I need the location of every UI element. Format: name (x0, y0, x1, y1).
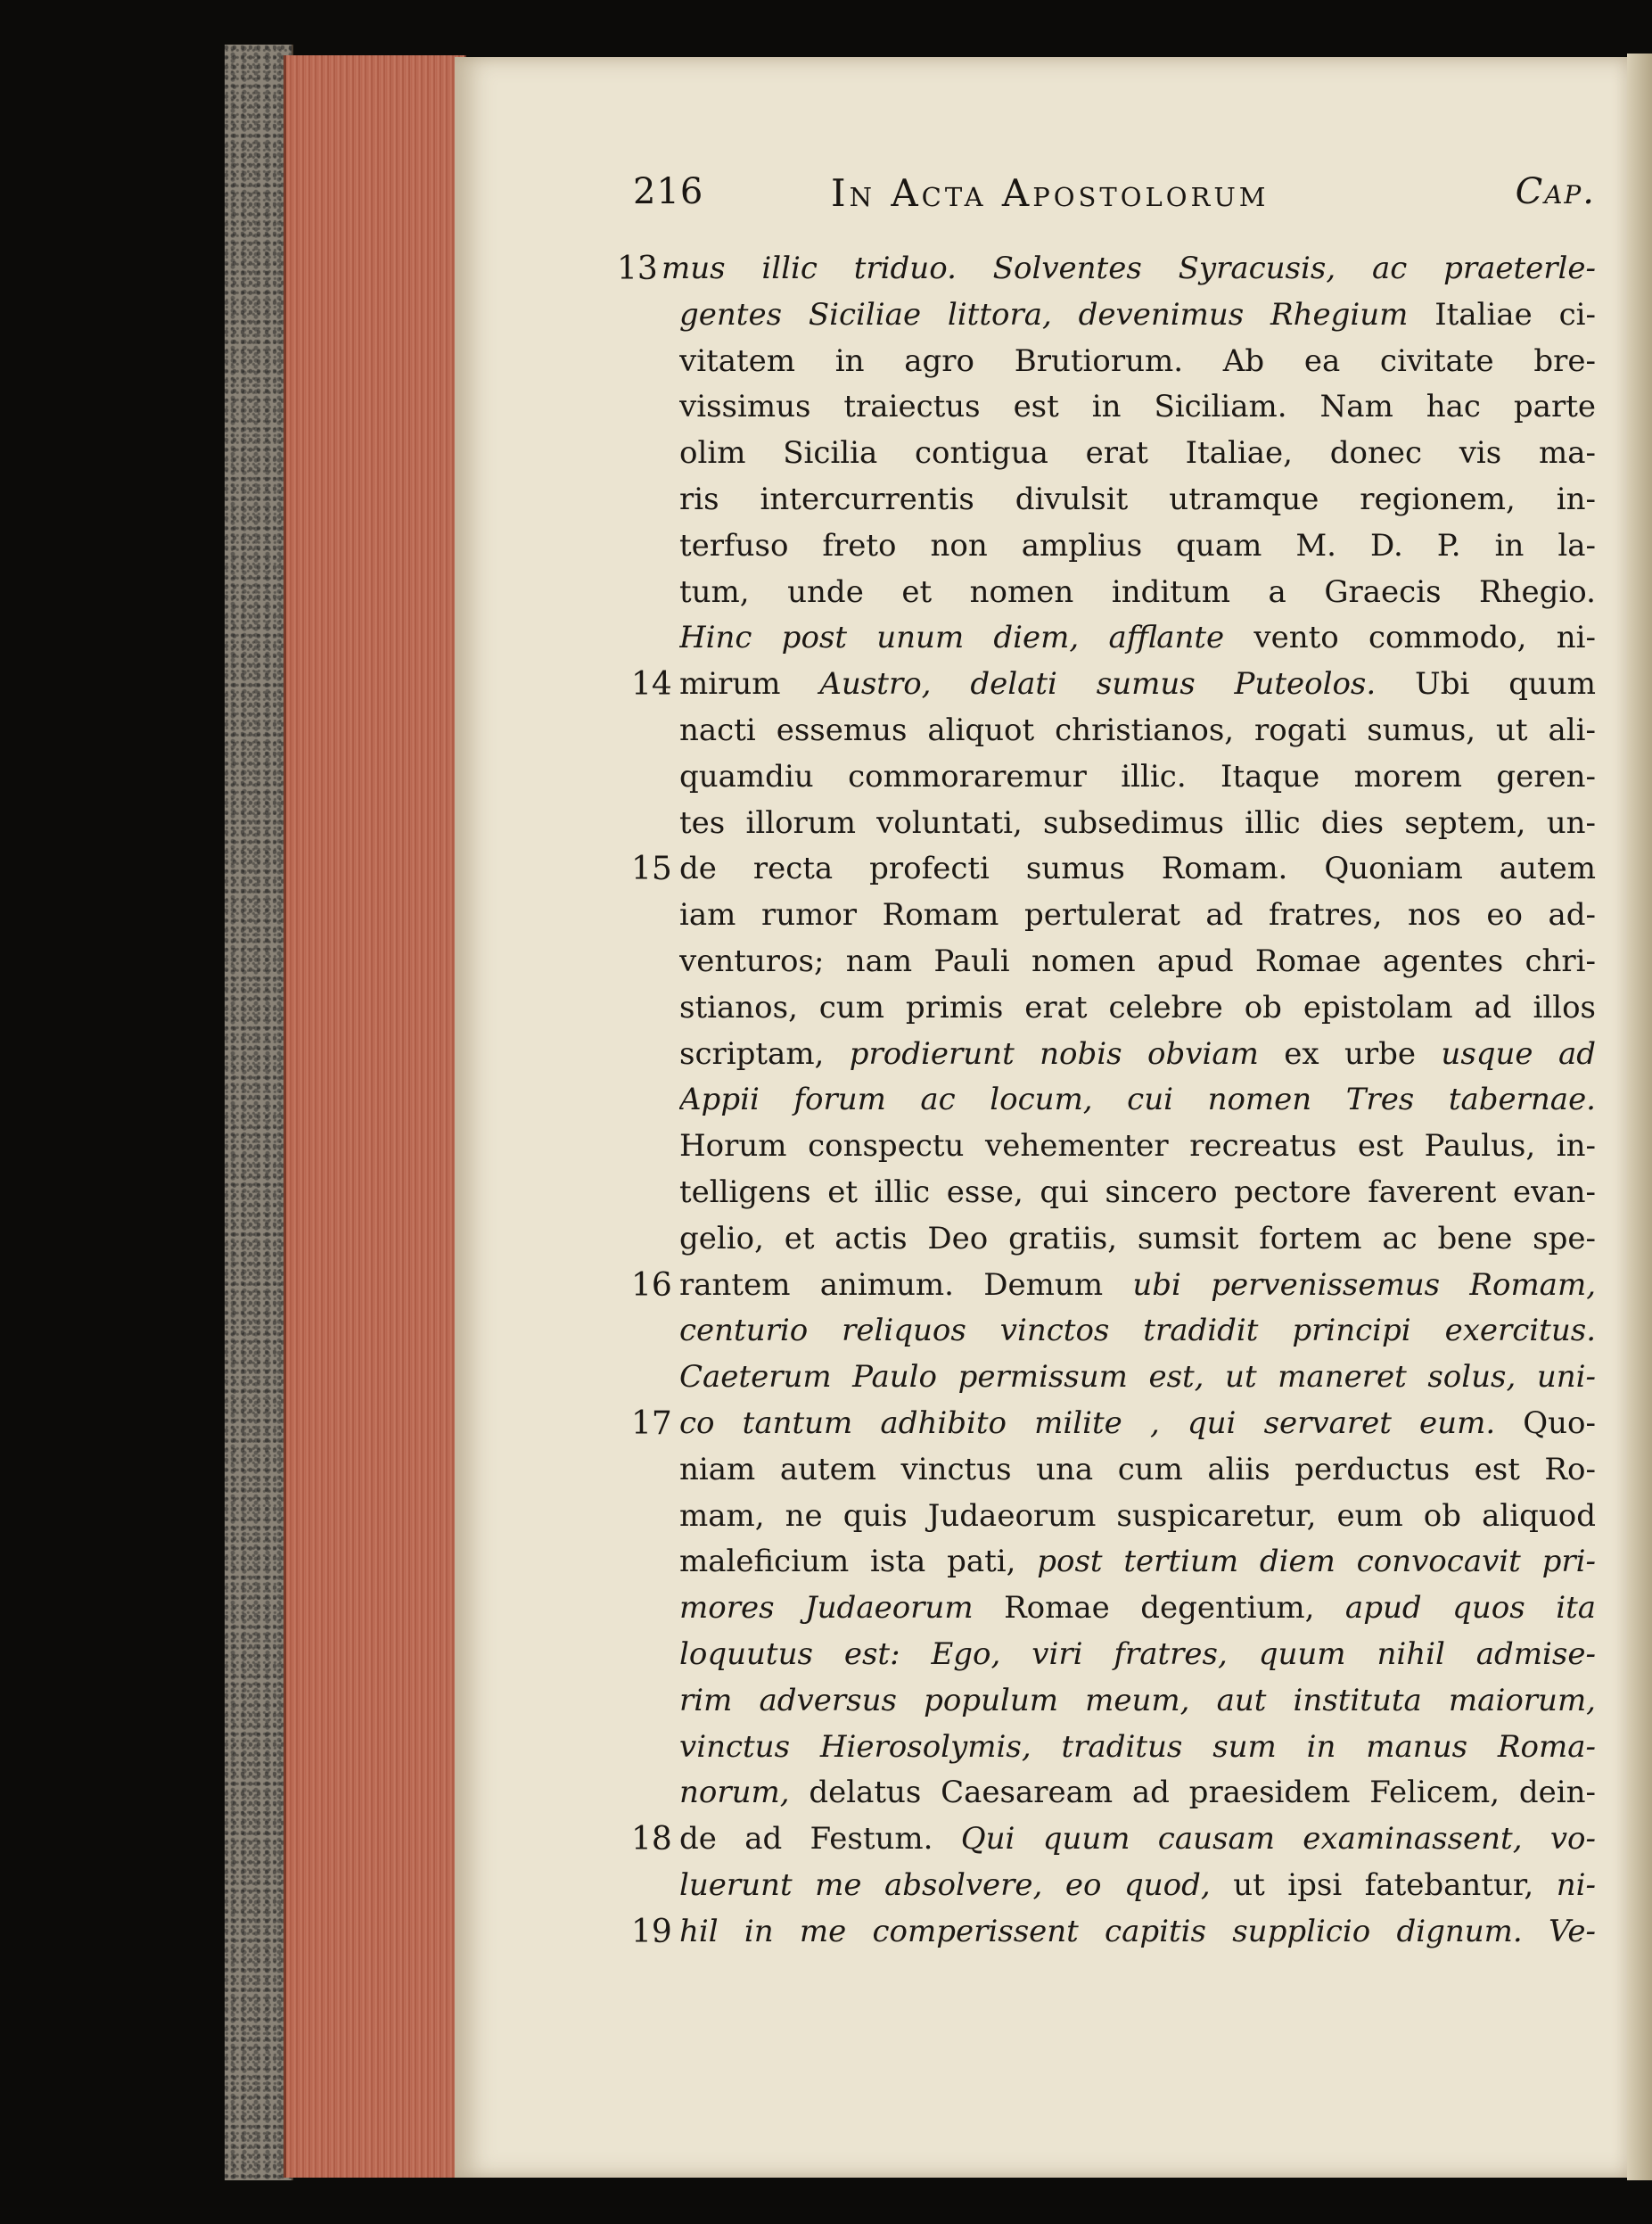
line-text (679, 292, 1596, 339)
text-line (455, 1678, 1627, 1725)
roman-segment: ex urbe (1284, 1035, 1442, 1072)
italic-segment: vinctus Hierosolymis, traditus sum in manus Roma- (679, 1728, 1596, 1765)
line-text (679, 846, 1596, 893)
line-text (679, 477, 1596, 523)
line-text (679, 1770, 1596, 1816)
roman-segment: mirum (679, 666, 820, 703)
roman-segment: maleficium ista pati, (679, 1544, 1038, 1580)
line-text (679, 615, 1596, 662)
verse-number: 14 (631, 666, 672, 704)
roman-segment: venturos; nam Pauli nomen apud Romae agentes chri- (679, 943, 1596, 979)
text-line (455, 1725, 1627, 1771)
line-text (679, 939, 1596, 985)
line-text (679, 523, 1596, 570)
line-text (679, 1678, 1596, 1725)
line-text (679, 754, 1596, 801)
text-line (455, 1586, 1627, 1632)
italic-segment: ubi pervenissemus Romam, (1132, 1266, 1596, 1303)
text-line (455, 662, 1627, 708)
text-line (455, 1909, 1627, 1956)
text-line (455, 1401, 1627, 1447)
roman-segment: tes illorum voluntati, subsedimus illic dies septem, un- (679, 804, 1596, 841)
verse-number: 13 (617, 251, 658, 287)
running-head (633, 171, 1596, 225)
italic-segment: Hinc post unum diem, afflante (679, 620, 1254, 656)
line-text (679, 801, 1596, 847)
line-text (679, 1263, 1596, 1309)
chapter-label: Cap. (1515, 171, 1596, 212)
verse-number: 17 (631, 1404, 672, 1442)
text-line (455, 1124, 1627, 1170)
line-text (679, 384, 1596, 431)
text-line (455, 1447, 1627, 1494)
text-line (455, 1863, 1627, 1909)
text-line (455, 754, 1627, 801)
roman-segment: Italiae ci- (1434, 296, 1596, 333)
text-line (455, 246, 1627, 292)
roman-segment: vissimus traiectus est in Siciliam. Nam hac parte (679, 389, 1596, 425)
italic-segment: apud quos ita (1344, 1590, 1596, 1627)
line-text (679, 1077, 1596, 1124)
line-text (679, 1632, 1596, 1678)
roman-segment: rantem animum. Demum (679, 1266, 1133, 1303)
line-text (679, 893, 1596, 939)
italic-segment: centurio reliquos vinctos tradidit principi exercitus. (679, 1313, 1596, 1349)
roman-segment: telligens et illic esse, qui sincero pectore faverent evan- (679, 1174, 1596, 1210)
page-number: 216 (633, 171, 704, 212)
line-text (679, 1401, 1596, 1447)
roman-segment: quamdiu commoraremur illic. Itaque morem geren- (679, 758, 1596, 795)
line-text (679, 1216, 1596, 1263)
body-text (455, 246, 1627, 1955)
text-line (455, 431, 1627, 477)
line-text (679, 1494, 1596, 1540)
verse-number: 18 (631, 1821, 672, 1858)
page-edges (284, 55, 466, 2178)
text-line (455, 384, 1627, 431)
roman-segment: Quo- (1523, 1404, 1596, 1441)
roman-segment: terfuso freto non amplius quam M. D. P. in la- (679, 527, 1596, 564)
text-line (455, 801, 1627, 847)
line-text (679, 1909, 1596, 1956)
text-line (455, 846, 1627, 893)
line-text (679, 708, 1596, 754)
line-text (679, 985, 1596, 1032)
text-line (455, 1032, 1627, 1078)
text-line (455, 1770, 1627, 1816)
line-text (679, 1586, 1596, 1632)
text-line (455, 1816, 1627, 1863)
line-text (679, 662, 1596, 708)
verse-number: 19 (631, 1913, 672, 1950)
roman-segment: de recta profecti sumus Romam. Quoniam autem (679, 851, 1596, 887)
italic-segment: co tantum adhibito milite , qui servaret eum. (679, 1404, 1524, 1441)
roman-segment: vento commodo, ni- (1253, 620, 1596, 656)
italic-segment: Appii forum ac locum, cui nomen Tres tabernae. (679, 1082, 1596, 1118)
italic-segment: luerunt me absolvere, eo quod, (679, 1866, 1234, 1903)
italic-segment: usque ad (1441, 1035, 1596, 1072)
line-text (679, 1355, 1596, 1401)
roman-segment: ut ipsi fatebantur, (1233, 1866, 1557, 1903)
text-line (455, 1216, 1627, 1263)
roman-segment: delatus Caesaream ad praesidem Felicem, dein- (809, 1775, 1596, 1811)
text-line (455, 523, 1627, 570)
text-line (455, 1355, 1627, 1401)
line-text (679, 1725, 1596, 1771)
text-line (455, 615, 1627, 662)
italic-segment: hil in me comperissent capitis supplicio dignum. Ve- (679, 1913, 1596, 1949)
text-line (455, 339, 1627, 385)
text-line (455, 1308, 1627, 1355)
text-line (455, 1539, 1627, 1586)
line-text (679, 1124, 1596, 1170)
italic-segment: Austro, delati sumus Puteolos. (819, 666, 1416, 703)
roman-segment: vitatem in agro Brutiorum. Ab ea civitate bre- (679, 342, 1596, 379)
book-page (455, 57, 1627, 2178)
roman-segment: Horum conspectu vehementer recreatus est Paulus, in- (679, 1128, 1596, 1165)
roman-segment: Romae degentium, (1004, 1590, 1345, 1627)
roman-segment: Ubi quum (1415, 666, 1596, 703)
line-text (679, 1032, 1596, 1078)
text-line (455, 1632, 1627, 1678)
italic-segment: Qui quum causam examinassent, vo- (960, 1821, 1596, 1857)
italic-segment: rim adversus populum meum, aut instituta maiorum, (679, 1682, 1596, 1718)
roman-segment: scriptam, (679, 1035, 850, 1072)
line-text (679, 1539, 1596, 1586)
text-line (455, 477, 1627, 523)
text-line (455, 1077, 1627, 1124)
text-line (455, 985, 1627, 1032)
verse-number: 16 (631, 1266, 672, 1304)
italic-segment: loquutus est: Ego, viri fratres, quum nihil admise- (679, 1635, 1596, 1672)
italic-segment: mores Judaeorum (679, 1590, 1005, 1627)
roman-segment: niam autem vinctus una cum aliis perductus est Ro- (679, 1451, 1596, 1487)
italic-segment: mus illic triduo. Solventes Syracusis, ac praeterle- (662, 251, 1596, 286)
italic-segment: prodierunt nobis obviam (849, 1035, 1285, 1072)
roman-segment: tum, unde et nomen inditum a Graecis Rhegio. (679, 573, 1596, 610)
italic-segment: gentes Siciliae littora, devenimus Rhegium (679, 296, 1435, 333)
roman-segment: nacti essemus aliquot christianos, rogati sumus, ut ali- (679, 712, 1596, 748)
verse-number: 15 (631, 851, 672, 888)
italic-segment: ni- (1556, 1866, 1596, 1903)
italic-segment: post tertium diem convocavit pri- (1037, 1544, 1596, 1580)
line-text (679, 1816, 1596, 1863)
roman-segment: de ad Festum. (679, 1821, 961, 1857)
line-text (679, 570, 1596, 616)
line-text (679, 1170, 1596, 1216)
line-text (662, 246, 1596, 292)
line-text (679, 431, 1596, 477)
text-line (455, 1170, 1627, 1216)
roman-segment: olim Sicilia contigua erat Italiae, donec vis ma- (679, 435, 1596, 472)
line-text (679, 339, 1596, 385)
italic-segment: norum, (679, 1775, 810, 1811)
roman-segment: gelio, et actis Deo gratiis, sumsit fortem ac bene spe- (679, 1220, 1596, 1256)
italic-segment: Caeterum Paulo permissum est, ut maneret solus, uni- (679, 1359, 1596, 1396)
text-line (455, 893, 1627, 939)
text-line (455, 939, 1627, 985)
text-line (455, 1494, 1627, 1540)
text-line (455, 570, 1627, 616)
roman-segment: iam rumor Romam pertulerat ad fratres, nos eo ad- (679, 897, 1596, 934)
text-line (455, 1263, 1627, 1309)
running-title: In Acta Apostolorum (831, 171, 1270, 215)
line-text (679, 1863, 1596, 1909)
line-text (679, 1308, 1596, 1355)
text-line (455, 292, 1627, 339)
line-text (679, 1447, 1596, 1494)
roman-segment: mam, ne quis Judaeorum suspicaretur, eum ob aliquod (679, 1497, 1596, 1534)
roman-segment: stianos, cum primis erat celebre ob epistolam ad illos (679, 989, 1596, 1026)
facing-page-edge (1627, 54, 1652, 2180)
text-line (455, 708, 1627, 754)
roman-segment: ris intercurrentis divulsit utramque regionem, in- (679, 481, 1596, 517)
